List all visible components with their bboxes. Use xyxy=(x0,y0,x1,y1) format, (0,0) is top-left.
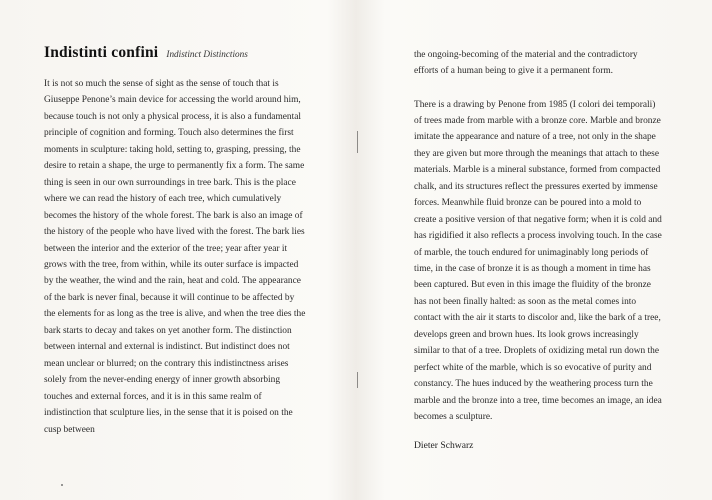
binding-staple-top xyxy=(357,131,358,153)
right-page xyxy=(414,47,664,451)
binding-staple-bottom xyxy=(357,372,358,388)
essay-heading xyxy=(44,42,306,62)
essay-subtitle: Indistinct Distinctions xyxy=(166,49,248,59)
paper-speck xyxy=(61,484,63,486)
paragraph-gap xyxy=(414,80,664,97)
left-page xyxy=(44,42,306,438)
author-signature: Dieter Schwarz xyxy=(414,439,474,451)
continuation-paragraph: the ongoing-becoming of the material and the contradictory efforts of a human being to give it a permanent form. xyxy=(414,50,638,77)
left-paragraph: It is not so much the sense of sight as the sense of touch that is Giuseppe Penone’s main device for accessing the world around him, because touch is not only a physical process, it is also a fundamental principle of cognition and forming. Touch also determines the first moments in sculpture: taking hold, setting to, grasping, pressing, the desire to retain a shape, the urge to permanently fix a form. The same thing is seen in our own surroundings in tree bark. This is the place where we can read the history of each tree, which cumulatively becomes the history of the whole forest. The bark is also an image of the history of the people who have lived with the forest. The bark lies between the interior and the exterior of the tree; year after year it grows with the tree, from within, while its outer surface is impacted by the weather, the wind and the rain, heat and cold. The appearance of the bark is never final, because it will continue to be affected by the elements for as long as the tree is alive, and when the tree dies the bark starts to decay and takes on yet another form. The distinction between internal and external is indistinct. But indistinct does not mean unclear or blurred; on the contrary this indistinctness arises solely from the never-ending energy of inner growth absorbing touches and external forces, and it is in this same realm of indistinction that sculpture lies, in the sense that it is poised on the cusp between xyxy=(44,79,306,435)
essay-title: Indistinti confini xyxy=(44,44,159,61)
right-paragraph: There is a drawing by Penone from 1985 (I colori dei temporali) of trees made from marble with a bronze core. Marble and bronze imitate the appearance and nature of a tree, not only in the shape they are given but more through the meanings that attach to these materials. Marble is a mineral substance, formed from compacted chalk, and its structures reflect the pressures exerted by immense forces. Meanwhile fluid bronze can be poured into a mold to create a positive version of that negative form; when it is cold and has rigidified it also reflects a process involving touch. In the case of marble, the touch endured for unimaginably long periods of time, in the case of bronze it is as though a moment in time has been captured. But even in this image the fluidity of the bronze has not been finally halted: as soon as the metal comes into contact with the air it starts to discolor and, like the bark of a tree, develops green and brown hues. Its look grows increasingly similar to that of a tree. Droplets of oxidizing metal run down the perfect white of the marble, which is so evocative of purity and constancy. The hues induced by the weathering process turn the marble and the bronze into a tree, time becomes an image, an idea becomes a sculpture. xyxy=(414,99,662,423)
